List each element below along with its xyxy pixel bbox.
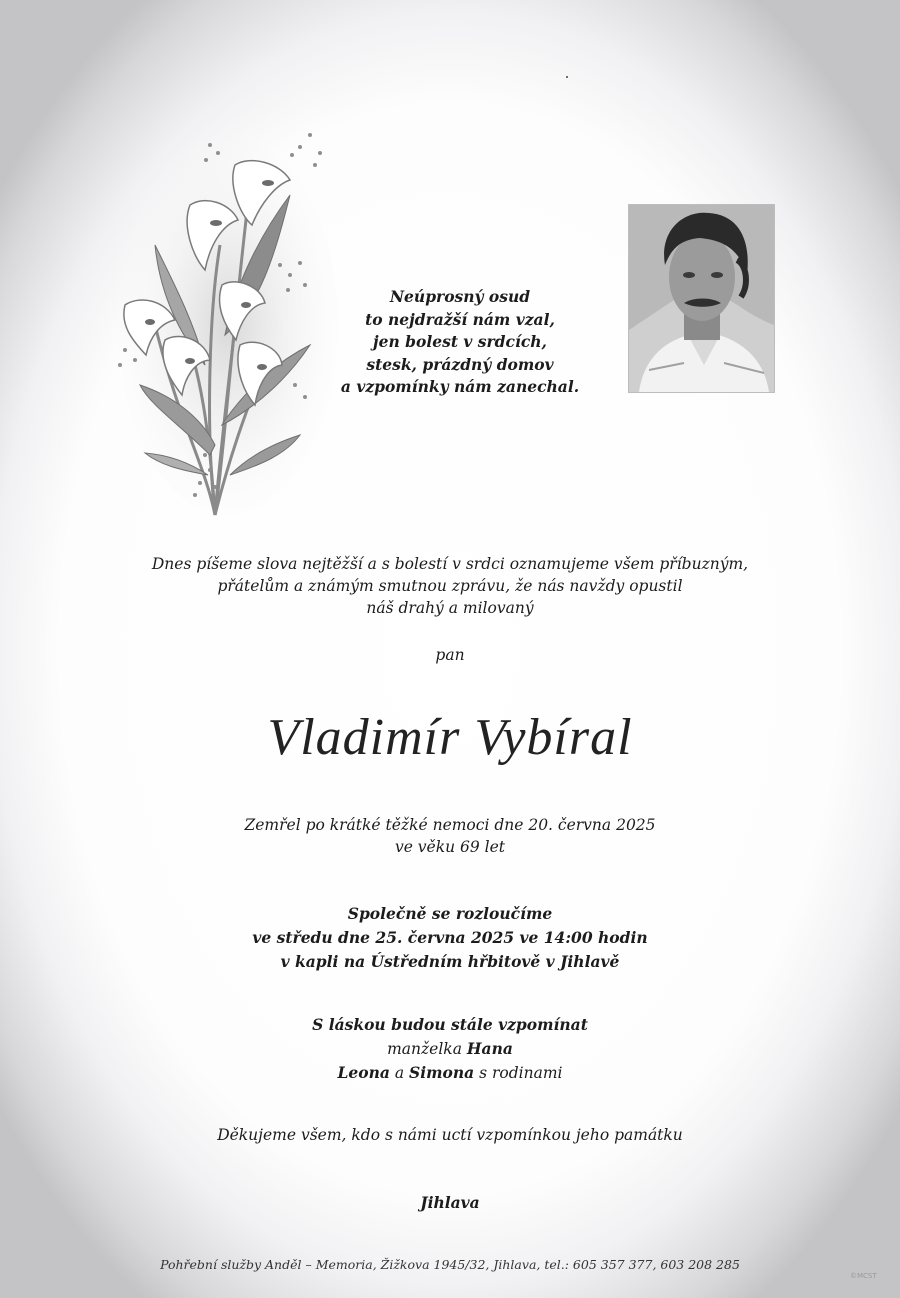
remembrance (150, 1013, 750, 1085)
mourner-name-simona: Simona (409, 1063, 475, 1082)
announcement-line: Dnes píšeme slova nejtěžší a s bolestí v srdci oznamujeme všem příbuzným, (151, 555, 749, 573)
verse-line: stesk, prázdný domov (366, 354, 554, 374)
funeral-date-line: ve středu dne 25. června 2025 ve 14:00 hodin (252, 928, 648, 947)
mourner-name-hana: Hana (466, 1039, 513, 1058)
honorific: pan (435, 646, 465, 664)
death-line: Zemřel po krátké těžké nemoci dne 20. června 2025 (244, 816, 656, 834)
mourner-relation: manželka (387, 1040, 467, 1058)
announcement-text (100, 553, 800, 619)
mourner-conjunction: a (389, 1064, 410, 1082)
verse-line: Neúprosný osud (389, 287, 531, 306)
mourner-line-children (150, 1061, 750, 1085)
announcement-line: náš drahý a milovaný (366, 599, 534, 617)
speck (566, 76, 568, 78)
mourner-suffix: s rodinami (474, 1064, 563, 1082)
verse-line: jen bolest v srdcích, (373, 332, 547, 351)
memorial-verse (300, 286, 620, 399)
portrait-photo (628, 204, 775, 393)
funeral-service-footer: Pohřební služby Anděl – Memoria, Žižkova 1945/32, Jihlava, tel.: 605 357 377, 603 208 285 (160, 1257, 740, 1272)
death-details (150, 814, 750, 858)
watermark: ©MCST (850, 1272, 877, 1280)
remembrance-heading: S láskou budou stále vzpomínat (312, 1015, 588, 1034)
verse-line: a vzpomínky nám zanechal. (340, 377, 580, 396)
funeral-details (150, 902, 750, 974)
verse-line: to nejdražší nám vzal, (365, 309, 555, 329)
announcement-line: přátelům a známým smutnou zprávu, že nás navždy opustil (217, 577, 683, 595)
funeral-place-line: v kapli na Ústředním hřbitově v Jihlavě (280, 952, 620, 971)
mourner-name-leona: Leona (337, 1063, 390, 1082)
portrait-icon (629, 205, 774, 392)
mourner-line-wife (150, 1037, 750, 1061)
age-line: ve věku 69 let (394, 838, 506, 856)
deceased-name: Vladimír Vybíral (267, 709, 633, 766)
funeral-line: Společně se rozloučíme (347, 904, 553, 923)
city-name: Jihlava (420, 1193, 480, 1212)
thanks-line: Děkujeme všem, kdo s námi uctí vzpomínkou jeho památku (217, 1126, 683, 1144)
